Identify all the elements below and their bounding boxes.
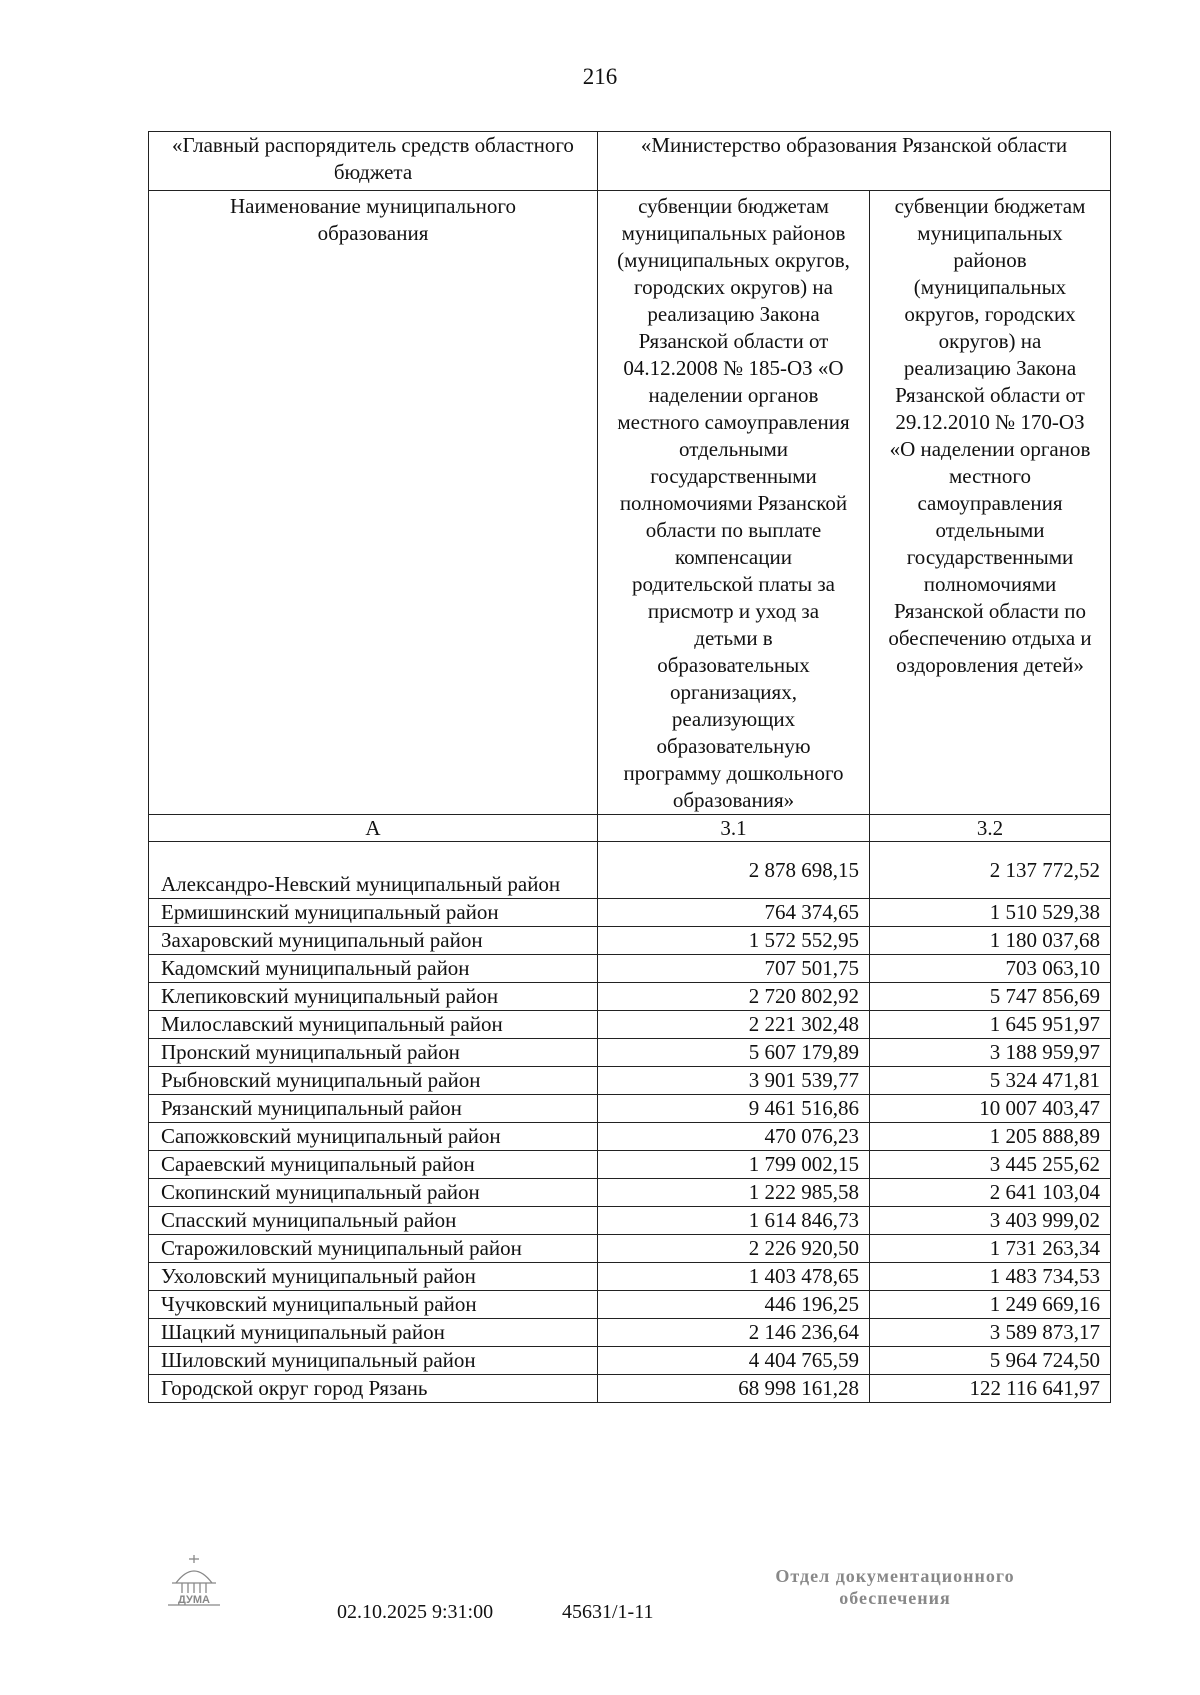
- value-3-2-cell: 3 445 255,62: [870, 1151, 1111, 1179]
- header-col-3-1-text: субвенции бюджетам муниципальных районов (муниципальных округов, городских округов) на реализацию Закона Рязанской области от 04.12.2008 № 185-ОЗ «О наделении органов местного самоуправления отдельными государственными полномочиями Рязанской области по выплате компенсации родительской платы за присмотр и уход за детьми в образовательных организациях, реализующих образовательную программу дошкольного образования»: [617, 194, 850, 812]
- value-3-1-cell: 446 196,25: [598, 1291, 870, 1319]
- logo-text: ДУМА: [178, 1594, 210, 1606]
- table-row: [149, 1067, 1111, 1095]
- municipality-name-cell: Кадомский муниципальный район: [149, 955, 598, 983]
- header-ministry: «Министерство образования Рязанской области: [598, 132, 1111, 191]
- department-stamp: [735, 1565, 1055, 1609]
- column-codes-row: [149, 815, 1111, 842]
- value-3-1-cell: 2 146 236,64: [598, 1319, 870, 1347]
- stamp-line-2: обеспечения: [839, 1588, 951, 1608]
- footer-reg-number: 45631/1-11: [562, 1601, 654, 1623]
- value-3-2-cell: 5 324 471,81: [870, 1067, 1111, 1095]
- value-3-2-cell: 122 116 641,97: [870, 1375, 1111, 1403]
- table-row: [149, 1375, 1111, 1403]
- table-row: [149, 1263, 1111, 1291]
- value-3-1-cell: 3 901 539,77: [598, 1067, 870, 1095]
- value-3-2-cell: 2 137 772,52: [870, 842, 1111, 899]
- header-col-3-2: [870, 191, 1111, 815]
- table-row: [149, 842, 1111, 899]
- value-3-1-cell: 764 374,65: [598, 899, 870, 927]
- municipality-name-cell: Милославский муниципальный район: [149, 1011, 598, 1039]
- municipality-name-cell: Сараевский муниципальный район: [149, 1151, 598, 1179]
- table-row: [149, 1179, 1111, 1207]
- table-row: [149, 1123, 1111, 1151]
- budget-table: [148, 131, 1111, 1403]
- table-row: [149, 1319, 1111, 1347]
- table-row: [149, 983, 1111, 1011]
- municipality-name-cell: Чучковский муниципальный район: [149, 1291, 598, 1319]
- municipality-name-cell: Городской округ город Рязань: [149, 1375, 598, 1403]
- header-col-3-2-text: субвенции бюджетам муниципальных районов (муниципальных округов, городских округов) на реализацию Закона Рязанской области от 29.12.2010 № 170-ОЗ «О наделении органов местного самоуправления отдельными государственными полномочиями Рязанской области по обеспечению отдыха и оздоровления детей»: [888, 194, 1092, 677]
- table-row: [149, 1151, 1111, 1179]
- value-3-1-cell: 707 501,75: [598, 955, 870, 983]
- value-3-1-cell: 68 998 161,28: [598, 1375, 870, 1403]
- municipality-name-cell: Рязанский муниципальный район: [149, 1095, 598, 1123]
- stamp-line-1: Отдел документационного: [775, 1566, 1015, 1586]
- value-3-1-cell: 1 222 985,58: [598, 1179, 870, 1207]
- municipality-name-cell: Шиловский муниципальный район: [149, 1347, 598, 1375]
- header-row-1: [149, 132, 1111, 191]
- municipality-name-cell: Клепиковский муниципальный район: [149, 983, 598, 1011]
- value-3-1-cell: 1 572 552,95: [598, 927, 870, 955]
- municipality-name-cell: Захаровский муниципальный район: [149, 927, 598, 955]
- value-3-2-cell: 3 403 999,02: [870, 1207, 1111, 1235]
- value-3-1-cell: 1 799 002,15: [598, 1151, 870, 1179]
- value-3-1-cell: 1 614 846,73: [598, 1207, 870, 1235]
- code-3-1: 3.1: [598, 815, 870, 842]
- value-3-2-cell: 2 641 103,04: [870, 1179, 1111, 1207]
- value-3-2-cell: 1 249 669,16: [870, 1291, 1111, 1319]
- table-row: [149, 955, 1111, 983]
- value-3-2-cell: 1 645 951,97: [870, 1011, 1111, 1039]
- municipality-name-cell: Ухоловский муниципальный район: [149, 1263, 598, 1291]
- value-3-2-cell: 10 007 403,47: [870, 1095, 1111, 1123]
- table-row: [149, 1235, 1111, 1263]
- municipality-name-cell: Сапожковский муниципальный район: [149, 1123, 598, 1151]
- municipality-name-cell: Старожиловский муниципальный район: [149, 1235, 598, 1263]
- header-row-2: [149, 191, 1111, 815]
- table-row: [149, 1011, 1111, 1039]
- table-row: [149, 1291, 1111, 1319]
- value-3-1-cell: 2 720 802,92: [598, 983, 870, 1011]
- code-3-2: 3.2: [870, 815, 1111, 842]
- value-3-1-cell: 2 878 698,15: [598, 842, 870, 899]
- table-row: [149, 927, 1111, 955]
- value-3-1-cell: 4 404 765,59: [598, 1347, 870, 1375]
- value-3-2-cell: 3 188 959,97: [870, 1039, 1111, 1067]
- value-3-2-cell: 1 510 529,38: [870, 899, 1111, 927]
- value-3-2-cell: 3 589 873,17: [870, 1319, 1111, 1347]
- header-municipality-name: [149, 191, 598, 815]
- code-a: А: [149, 815, 598, 842]
- table-row: [149, 899, 1111, 927]
- municipality-name-cell: Скопинский муниципальный район: [149, 1179, 598, 1207]
- table-row: [149, 1039, 1111, 1067]
- value-3-2-cell: 5 747 856,69: [870, 983, 1111, 1011]
- municipality-name-cell: Шацкий муниципальный район: [149, 1319, 598, 1347]
- value-3-2-cell: 1 483 734,53: [870, 1263, 1111, 1291]
- value-3-2-cell: 5 964 724,50: [870, 1347, 1111, 1375]
- table-row: [149, 1347, 1111, 1375]
- footer-date: 02.10.2025 9:31:00: [337, 1601, 494, 1623]
- page-number: 216: [582, 64, 618, 89]
- value-3-1-cell: 470 076,23: [598, 1123, 870, 1151]
- table-row: [149, 1207, 1111, 1235]
- value-3-2-cell: 703 063,10: [870, 955, 1111, 983]
- table-row: [149, 1095, 1111, 1123]
- municipality-name-cell: Пронский муниципальный район: [149, 1039, 598, 1067]
- duma-logo-icon: [162, 1553, 226, 1611]
- header-main-distributor: «Главный распорядитель средств областного бюджета: [149, 132, 598, 191]
- header-col-3-1: [598, 191, 870, 815]
- value-3-1-cell: 9 461 516,86: [598, 1095, 870, 1123]
- value-3-2-cell: 1 731 263,34: [870, 1235, 1111, 1263]
- value-3-1-cell: 2 226 920,50: [598, 1235, 870, 1263]
- header-municipality-name-text: Наименование муниципального образования: [230, 194, 516, 245]
- municipality-name-cell: Александро-Невский муниципальный район: [149, 842, 598, 899]
- value-3-2-cell: 1 205 888,89: [870, 1123, 1111, 1151]
- municipality-name-cell: Рыбновский муниципальный район: [149, 1067, 598, 1095]
- municipality-name-cell: Спасский муниципальный район: [149, 1207, 598, 1235]
- value-3-1-cell: 2 221 302,48: [598, 1011, 870, 1039]
- value-3-1-cell: 1 403 478,65: [598, 1263, 870, 1291]
- municipality-name-cell: Ермишинский муниципальный район: [149, 899, 598, 927]
- value-3-1-cell: 5 607 179,89: [598, 1039, 870, 1067]
- value-3-2-cell: 1 180 037,68: [870, 927, 1111, 955]
